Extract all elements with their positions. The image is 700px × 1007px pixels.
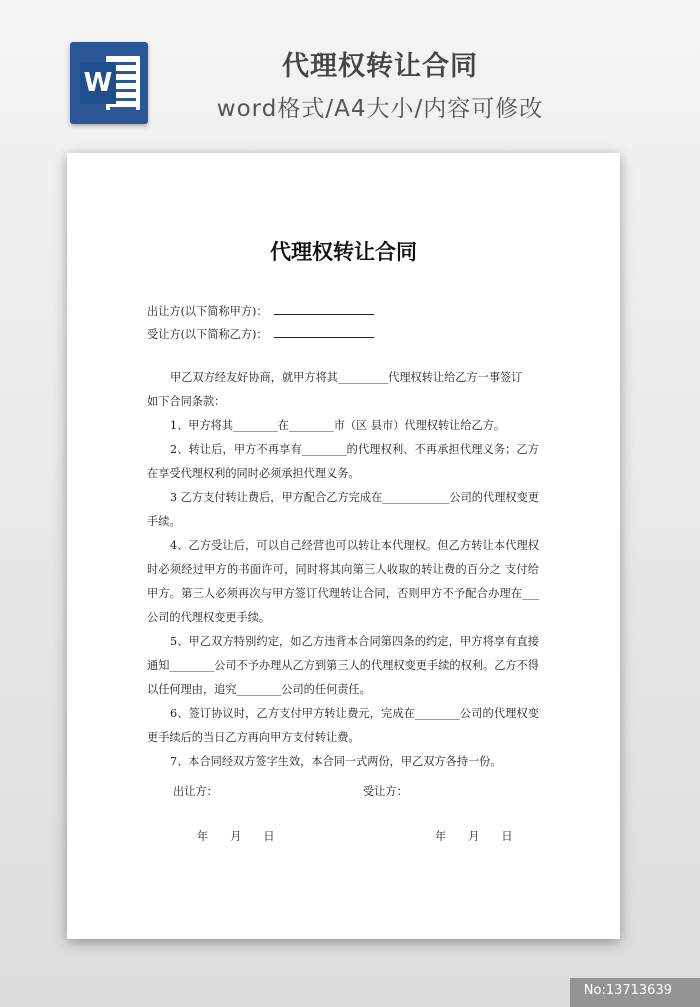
date-year: 年 bbox=[197, 830, 209, 843]
word-app-icon bbox=[70, 42, 148, 124]
date-month: 月 bbox=[230, 830, 242, 843]
paragraph: 2、转让后，甲方不再享有________的代理权利、不再承担代理义务；乙方在享受代理权利的同时必须承担代理义务。 bbox=[147, 443, 539, 480]
date-day: 日 bbox=[501, 830, 513, 843]
paragraph: 6、签订协议时，乙方支付甲方转让费元，完成在________公司的代理权变更手续后的当日乙方再向甲方支付转让费。 bbox=[147, 707, 539, 744]
sign-transferee: 受让方： bbox=[363, 785, 408, 798]
date-right bbox=[435, 828, 513, 844]
date-year: 年 bbox=[435, 830, 447, 843]
paragraph: 如下合同条款： bbox=[147, 395, 226, 408]
paragraph: 3 乙方支付转让费后，甲方配合乙方完成在____________公司的代理权变更手续。 bbox=[147, 491, 539, 528]
date-left bbox=[197, 828, 275, 844]
paragraph: 7、本合同经双方签字生效，本合同一式两份，甲乙双方各持一份。 bbox=[170, 755, 502, 768]
paragraph: 1、甲方将其________在________市（区 县市）代理权转让给乙方。 bbox=[170, 419, 506, 432]
transferee-line bbox=[147, 326, 374, 342]
word-letter-icon: W bbox=[80, 62, 116, 104]
date-day: 日 bbox=[263, 830, 275, 843]
transferee-label: 受让方(以下简称乙方)： bbox=[147, 328, 268, 341]
image-number: No:13713639 bbox=[583, 983, 672, 998]
contract-body bbox=[147, 366, 539, 774]
header-subtitle: word格式/A4大小/内容可修改 bbox=[216, 96, 544, 122]
transferee-blank bbox=[274, 328, 374, 338]
document-title: 代理权转让合同 bbox=[270, 240, 417, 264]
document-page bbox=[67, 153, 620, 939]
paragraph: 4、乙方受让后，可以自己经营也可以转让本代理权。但乙方转让本代理权时必须经过甲方的书面许可，同时将其向第三人收取的转让费的百分之 支付给甲方。第三人必须再次与甲方签订代理转让合同，否则甲方不予配合办理在___公司的代理权变更手续。 bbox=[147, 539, 539, 624]
date-month: 月 bbox=[468, 830, 480, 843]
paragraph: 甲乙双方经友好协商，就甲方将其_________代理权转让给乙方一事签订 bbox=[170, 371, 523, 384]
header-title: 代理权转让合同 bbox=[282, 51, 478, 82]
sign-transferor: 出让方： bbox=[173, 785, 218, 798]
transferor-label: 出让方(以下简称甲方)： bbox=[147, 305, 268, 318]
paragraph: 5、甲乙双方特别约定，如乙方违背本合同第四条的约定，甲方将享有直接通知________公司不予办理从乙方到第三人的代理权变更手续的权利。乙方不得以任何理由，追究________公司的任何责任。 bbox=[147, 635, 539, 696]
transferor-blank bbox=[274, 305, 374, 315]
transferor-line bbox=[147, 303, 374, 319]
